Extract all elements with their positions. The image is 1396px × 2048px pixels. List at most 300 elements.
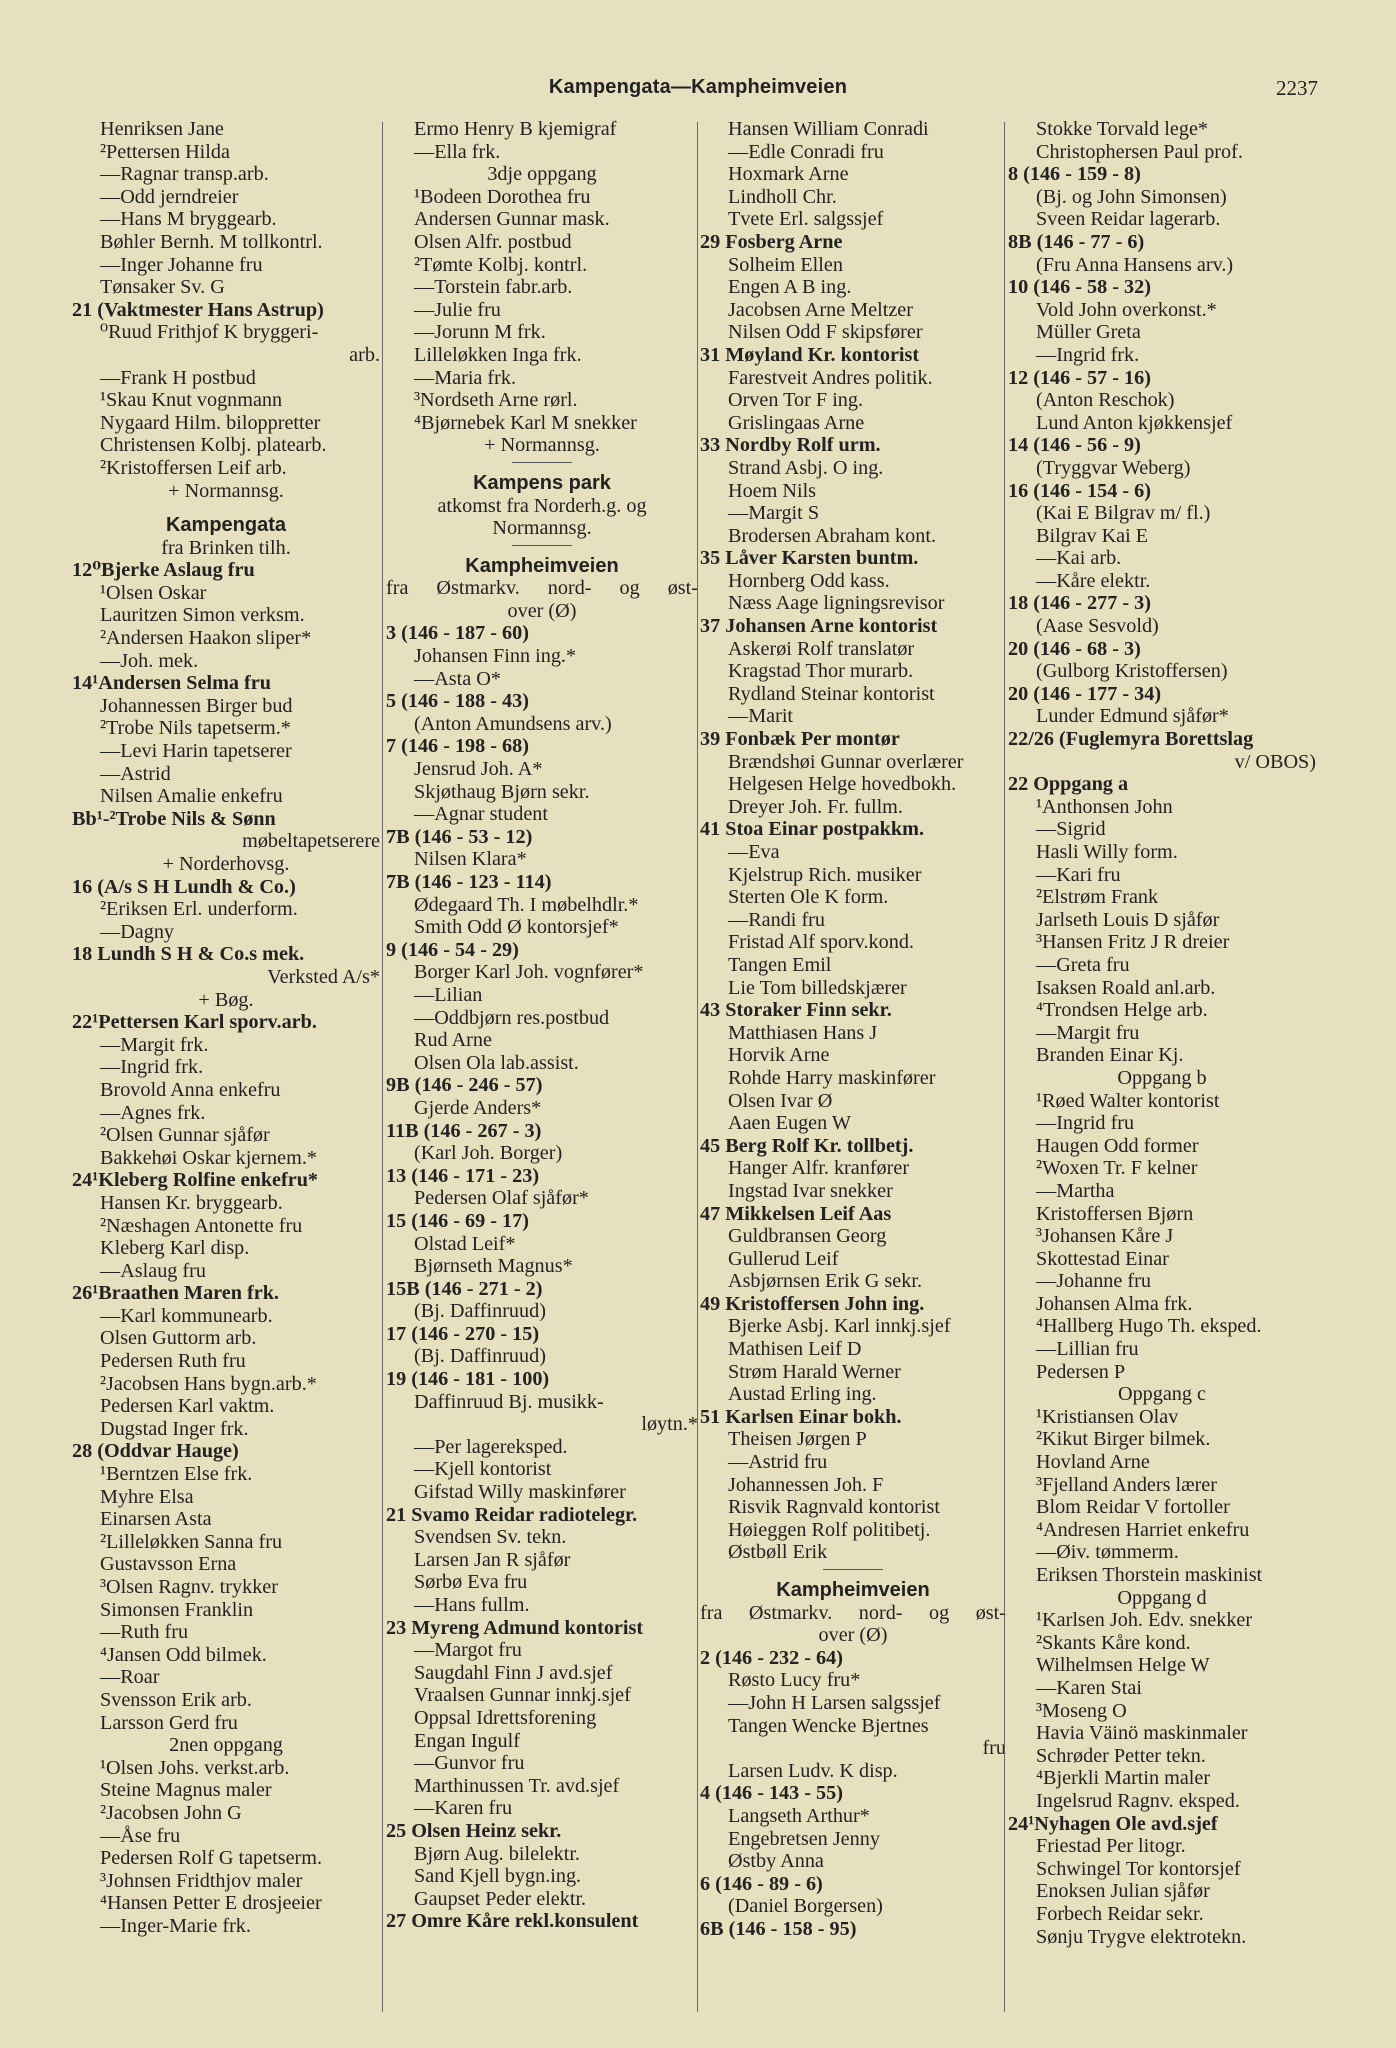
street-heading: Kampengata (165, 514, 287, 537)
directory-entry: ³Nordseth Arne rørl. (414, 389, 578, 412)
subheading: over (Ø) (507, 599, 577, 622)
directory-entry: Horvik Arne (728, 1044, 830, 1067)
directory-entry: Schwingel Tor kontorsjef (1036, 1857, 1241, 1880)
directory-entry: Tvete Erl. salgssjef (728, 208, 884, 231)
directory-entry: Svensson Erik arb. (100, 1688, 252, 1711)
household-member-entry: —Ragnar transp.arb. (100, 163, 269, 186)
house-number-entry: 33 Nordby Rolf urm. (700, 434, 881, 457)
column-divider (382, 122, 383, 2012)
directory-entry: Olsen Ivar Ø (728, 1089, 833, 1112)
house-number-entry: 9B (146 - 246 - 57) (386, 1074, 543, 1097)
subheading: Normannsg. (492, 517, 592, 540)
directory-entry: Daffinruud Bj. musikk- (414, 1390, 604, 1413)
household-member-entry: —Karen fru (414, 1797, 513, 1820)
household-member-entry: —Martha (1036, 1179, 1115, 1202)
directory-entry: Pedersen Ruth fru (100, 1350, 246, 1373)
house-number-entry: 24¹Kleberg Rolfine enkefru* (72, 1169, 319, 1192)
directory-entry: Olsen Guttorm arb. (100, 1327, 257, 1350)
household-member-entry: —Ingrid frk. (1036, 343, 1140, 366)
directory-entry: ²Jacobsen Hans bygn.arb.* (100, 1372, 317, 1395)
house-number-entry: 5 (146 - 188 - 43) (386, 690, 529, 713)
directory-entry: Kleberg Karl disp. (100, 1237, 250, 1260)
house-number-entry: 41 Stoa Einar postpakkm. (700, 818, 924, 841)
house-number-entry: Bb¹-²Trobe Nils & Sønn (72, 807, 276, 830)
directory-entry: Langseth Arthur* (728, 1804, 870, 1827)
directory-entry: Henriksen Jane (100, 118, 224, 140)
household-member-entry: —Margot fru (414, 1639, 522, 1662)
subheading: 3dje oppgang (487, 163, 597, 186)
directory-entry: (Kai E Bilgrav m/ fl.) (1036, 502, 1211, 525)
directory-entry: Gullerud Leif (728, 1247, 839, 1270)
directory-entry: Sand Kjell bygn.ing. (414, 1865, 582, 1888)
house-number-entry: 23 Myreng Admund kontorist (386, 1616, 644, 1639)
household-member-entry: —Joh. mek. (100, 649, 199, 672)
household-member-entry: —Marit (728, 705, 794, 728)
directory-entry: Branden Einar Kj. (1036, 1044, 1184, 1067)
directory-entry: Mathisen Leif D (728, 1338, 862, 1361)
house-number-entry: 21 (Vaktmester Hans Astrup) (72, 298, 324, 321)
directory-entry: Larsson Gerd fru (100, 1711, 238, 1734)
house-number-entry: 17 (146 - 270 - 15) (386, 1322, 540, 1345)
column-4 (1008, 118, 1316, 2018)
column-divider (1004, 122, 1005, 2012)
directory-entry: Lindholl Chr. (728, 185, 837, 208)
house-number-entry: 39 Fonbæk Per montør (700, 728, 900, 751)
directory-entry: Engan Ingulf (414, 1729, 520, 1752)
directory-entry: ¹Berntzen Else frk. (100, 1463, 253, 1486)
subheading: fra Brinken tilh. (161, 536, 291, 559)
household-member-entry: —Per lagereksped. (414, 1435, 568, 1458)
house-number-entry: 18 (146 - 277 - 3) (1008, 592, 1151, 615)
directory-entry: Johansen Alma frk. (1036, 1292, 1193, 1315)
directory-entry: Skjøthaug Bjørn sekr. (414, 780, 590, 803)
directory-entry: Farestveit Andres politik. (728, 366, 933, 389)
house-number-entry: 35 Låver Karsten buntm. (700, 547, 919, 570)
section-divider (512, 462, 572, 463)
directory-entry: ³Johansen Kåre J (1036, 1225, 1174, 1248)
directory-entry: Lund Anton kjøkkensjef (1036, 411, 1233, 434)
directory-entry: Haugen Odd former (1036, 1134, 1199, 1157)
household-member-entry: —Ingrid frk. (100, 1056, 204, 1079)
directory-entry: ¹Olsen Johs. verkst.arb. (100, 1756, 290, 1779)
house-number-entry: 19 (146 - 181 - 100) (386, 1368, 550, 1391)
house-number-entry: 31 Møyland Kr. kontorist (700, 343, 920, 366)
house-number-entry: 15B (146 - 271 - 2) (386, 1277, 543, 1300)
house-number-entry: 7 (146 - 198 - 68) (386, 735, 529, 758)
directory-entry: ³Hansen Fritz J R dreier (1036, 931, 1230, 954)
house-number-entry: 20 (146 - 177 - 34) (1008, 682, 1162, 705)
column-divider (697, 122, 698, 2012)
directory-entry: Christophersen Paul prof. (1036, 140, 1243, 163)
directory-entry: Hoem Nils (728, 479, 817, 502)
directory-entry: Smith Odd Ø kontorsjef* (414, 916, 619, 939)
directory-entry: Nilsen Odd F skipsfører (728, 321, 923, 344)
house-number-entry: 6 (146 - 89 - 6) (700, 1872, 823, 1895)
directory-entry: Theisen Jørgen P (728, 1428, 867, 1451)
household-member-entry: —Agnar student (414, 803, 548, 826)
directory-entry: Hoxmark Arne (728, 163, 849, 186)
household-member-entry: —Aslaug fru (100, 1259, 206, 1282)
directory-entry: Østbøll Erik (728, 1541, 828, 1564)
directory-entry: Helgesen Helge hovedbokh. (728, 773, 957, 796)
directory-entry: Hansen William Conradi (728, 118, 929, 140)
directory-entry: Kjelstrup Rich. musiker (728, 863, 922, 886)
directory-entry: Gjerde Anders* (414, 1096, 542, 1119)
directory-entry: Sveen Reidar lagerarb. (1036, 208, 1221, 231)
directory-entry: ²Woxen Tr. F kelner (1036, 1157, 1198, 1180)
directory-entry: Rohde Harry maskinfører (728, 1066, 936, 1089)
directory-entry: Ødegaard Th. I møbelhdlr.* (414, 893, 639, 916)
entry-continuation: møbeltapetserere (242, 830, 380, 853)
directory-entry: Skottestad Einar (1036, 1247, 1169, 1270)
household-member-entry: —Sigrid (1036, 818, 1106, 841)
household-member-entry: —Margit frk. (100, 1033, 209, 1056)
directory-entry: Nilsen Amalie enkefru (100, 785, 283, 808)
directory-entry: Aaen Eugen W (728, 1112, 851, 1135)
directory-entry: Grislingaas Arne (728, 411, 865, 434)
directory-entry: Christensen Kolbj. platearb. (100, 434, 327, 457)
directory-entry: Rydland Steinar kontorist (728, 682, 935, 705)
directory-entry: ²Kikut Birger bilmek. (1036, 1428, 1211, 1451)
house-number-entry: 13 (146 - 171 - 23) (386, 1164, 540, 1187)
directory-entry: Høieggen Rolf politibetj. (728, 1518, 931, 1541)
house-number-entry: 24¹Nyhagen Ole avd.sjef (1008, 1812, 1218, 1835)
household-member-entry: —Åse fru (100, 1824, 181, 1847)
household-member-entry: —Gunvor fru (414, 1752, 525, 1775)
directory-entry: Andersen Gunnar mask. (414, 208, 610, 231)
directory-entry: Jarlseth Louis D sjåfør (1036, 908, 1220, 931)
house-number-entry: 8 (146 - 159 - 8) (1008, 163, 1141, 186)
directory-entry: Forbech Reidar sekr. (1036, 1902, 1204, 1925)
directory-entry: Bakkehøi Oskar kjernem.* (100, 1146, 317, 1169)
household-member-entry: —Karen Stai (1036, 1676, 1142, 1699)
directory-entry: Lunder Edmund sjåfør* (1036, 705, 1229, 728)
directory-entry: Matthiasen Hans J (728, 1021, 878, 1044)
spacer (72, 502, 380, 514)
household-member-entry: —Torstein fabr.arb. (414, 276, 573, 299)
directory-entry: Steine Magnus maler (100, 1779, 272, 1802)
cross-street-marker: + Normannsg. (484, 434, 600, 457)
directory-entry: Myhre Elsa (100, 1485, 194, 1508)
directory-entry: ¹Karlsen Joh. Edv. snekker (1036, 1609, 1253, 1632)
household-member-entry: —Astrid (100, 762, 171, 785)
house-number-entry: 22 Oppgang a (1008, 773, 1129, 796)
directory-entry: ¹Kristiansen Olav (1036, 1405, 1179, 1428)
directory-entry: ¹Røed Walter kontorist (1036, 1089, 1220, 1112)
house-number-entry: 12 (146 - 57 - 16) (1008, 366, 1151, 389)
household-member-entry: —Agnes frk. (100, 1101, 206, 1124)
house-number-entry: 21 Svamo Reidar radiotelegr. (386, 1503, 638, 1526)
house-number-entry: 9 (146 - 54 - 29) (386, 938, 519, 961)
directory-entry: Tangen Emil (728, 953, 832, 976)
section-divider (823, 1569, 883, 1570)
directory-entry: (Gulborg Kristoffersen) (1036, 660, 1228, 683)
directory-entry: Olstad Leif* (414, 1232, 516, 1255)
directory-entry: Olsen Ola lab.assist. (414, 1051, 579, 1074)
house-number-entry: 16 (146 - 154 - 6) (1008, 479, 1151, 502)
directory-entry: Sønju Trygve elektrotekn. (1036, 1925, 1247, 1948)
street-heading: Kampens park (473, 471, 611, 494)
household-member-entry: —Randi fru (728, 908, 825, 931)
directory-entry: ²Næshagen Antonette fru (100, 1214, 303, 1237)
directory-entry: Müller Greta (1036, 321, 1141, 344)
directory-entry: Vold John overkonst.* (1036, 298, 1217, 321)
directory-entry: ⁴Jansen Odd bilmek. (100, 1643, 267, 1666)
page-number: 2237 (1276, 76, 1318, 100)
directory-entry: ²Jacobsen John G (100, 1801, 242, 1824)
house-number-entry: 3 (146 - 187 - 60) (386, 622, 529, 645)
house-number-entry: 16 (A/s S H Lundh & Co.) (72, 875, 296, 898)
household-member-entry: —Roar (100, 1666, 160, 1689)
directory-entry: (Fru Anna Hansens arv.) (1036, 253, 1234, 276)
directory-entry: Hansen Kr. bryggearb. (100, 1191, 283, 1214)
house-number-entry: 8B (146 - 77 - 6) (1008, 230, 1145, 253)
street-heading: Kampheimveien (465, 554, 619, 577)
directory-entry: Lie Tom billedskjærer (728, 976, 907, 999)
household-member-entry: —Margit S (728, 502, 820, 525)
house-number-entry: 14 (146 - 56 - 9) (1008, 434, 1141, 457)
household-member-entry: —Karl kommunearb. (100, 1304, 273, 1327)
house-number-entry: 49 Kristoffersen John ing. (700, 1292, 925, 1315)
directory-entry: Eriksen Thorstein maskinist (1036, 1564, 1263, 1586)
cross-street-marker: + Bøg. (198, 988, 254, 1011)
household-member-entry: —Ella frk. (414, 140, 501, 163)
subheading: Oppgang d (1117, 1586, 1207, 1609)
directory-entry: Isaksen Roald anl.arb. (1036, 976, 1216, 999)
house-number-entry: 51 Karlsen Einar bokh. (700, 1405, 902, 1428)
directory-entry: Gustavsson Erna (100, 1553, 237, 1576)
directory-entry: Vraalsen Gunnar innkj.sjef (414, 1684, 631, 1707)
directory-entry: Friestad Per litogr. (1036, 1835, 1186, 1858)
directory-entry: Tønsaker Sv. G (100, 276, 225, 299)
household-member-entry: —Lillian fru (1036, 1338, 1139, 1361)
directory-entry: Sterten Ole K form. (728, 886, 889, 909)
household-member-entry: —Eva (728, 841, 780, 863)
street-description: fra Østmarkv. nord- og øst- (386, 577, 698, 600)
house-number-entry: 11B (146 - 267 - 3) (386, 1119, 542, 1142)
column-2 (386, 118, 698, 2018)
house-number-entry: 26¹Braathen Maren frk. (72, 1282, 279, 1305)
household-member-entry: —John H Larsen salgssjef (728, 1691, 941, 1714)
household-member-entry: —Odd jerndreier (100, 185, 239, 208)
directory-entry: Wilhelmsen Helge W (1036, 1654, 1210, 1677)
household-member-entry: —Levi Harin tapetserer (100, 740, 292, 763)
directory-entry: Engebretsen Jenny (728, 1827, 880, 1850)
directory-entry: Johansen Finn ing.* (414, 645, 577, 668)
column-1 (72, 118, 380, 2018)
directory-entry: ³Johnsen Fridthjov maler (100, 1869, 303, 1892)
directory-entry: ⁴Andresen Harriet enkefru (1036, 1518, 1250, 1541)
house-number-entry: 29 Fosberg Arne (700, 230, 843, 253)
household-member-entry: —Julie fru (414, 298, 501, 321)
directory-entry: Østby Anna (728, 1850, 824, 1873)
directory-entry: Blom Reidar V fortoller (1036, 1496, 1230, 1519)
directory-entry: ²Skants Kåre kond. (1036, 1631, 1191, 1654)
household-member-entry: —Edle Conradi fru (728, 140, 884, 163)
house-number-entry: 20 (146 - 68 - 3) (1008, 637, 1141, 660)
directory-entry: Borger Karl Joh. vognfører* (414, 961, 644, 984)
subheading: Oppgang c (1117, 1383, 1206, 1406)
directory-entry: ⁴Trondsen Helge arb. (1036, 999, 1208, 1022)
directory-entry: Einarsen Asta (100, 1508, 212, 1531)
directory-entry: Pedersen Olaf sjåfør* (414, 1187, 589, 1210)
directory-entry: Austad Erling ing. (728, 1383, 877, 1406)
directory-entry: ²Trobe Nils tapetserm.* (100, 717, 291, 740)
directory-entry: ¹Olsen Oskar (100, 581, 207, 604)
directory-entry: Bøhler Bernh. M tollkontrl. (100, 230, 323, 253)
directory-entry: Brodersen Abraham kont. (728, 524, 936, 547)
directory-entry: (Karl Joh. Borger) (414, 1142, 563, 1165)
directory-entry: Nygaard Hilm. biloppretter (100, 411, 321, 434)
directory-entry: Larsen Ludv. K disp. (728, 1759, 898, 1782)
directory-entry: (Bj. Daffinruud) (414, 1300, 546, 1323)
directory-entry: Tangen Wencke Bjertnes (728, 1714, 929, 1737)
directory-entry: Gaupset Peder elektr. (414, 1887, 587, 1910)
house-number-entry: 7B (146 - 123 - 114) (386, 871, 552, 893)
household-member-entry: —Frank H postbud (100, 366, 256, 389)
entry-continuation: arb. (349, 343, 380, 366)
directory-entry: Risvik Ragnvald kontorist (728, 1496, 940, 1519)
house-number-entry: 6B (146 - 158 - 95) (700, 1917, 857, 1940)
directory-entry: Jensrud Joh. A* (414, 758, 543, 781)
cross-street-marker: + Normannsg. (168, 479, 284, 502)
household-member-entry: —Dagny (100, 920, 175, 943)
directory-entry: Rud Arne (414, 1029, 492, 1052)
directory-entry: ⁴Bjerkli Martin maler (1036, 1767, 1211, 1790)
directory-entry: ⁰Ruud Frithjof K bryggeri- (100, 321, 319, 344)
directory-entry: Ermo Henry B kjemigraf (414, 118, 617, 140)
household-member-entry: —Kjell kontorist (414, 1458, 552, 1481)
directory-entry: Nilsen Klara* (414, 848, 527, 871)
household-member-entry: —Jorunn M frk. (414, 321, 546, 344)
directory-entry: Brændshøi Gunnar overlærer (728, 750, 964, 773)
directory-entry: ²Lilleløkken Sanna fru (100, 1530, 283, 1553)
house-number-entry: 4 (146 - 143 - 55) (700, 1782, 843, 1805)
household-member-entry: —Johanne fru (1036, 1270, 1151, 1293)
subheading: Oppgang b (1117, 1066, 1207, 1089)
directory-entry: Pedersen P (1036, 1360, 1126, 1383)
directory-entry: ²Kristoffersen Leif arb. (100, 456, 287, 479)
directory-entry: ²Elstrøm Frank (1036, 886, 1159, 909)
directory-entry: (Aase Sesvold) (1036, 615, 1159, 638)
directory-entry: Bjørn Aug. bilelektr. (414, 1842, 580, 1865)
directory-entry: Orven Tor F ing. (728, 389, 864, 412)
directory-entry: Dreyer Joh. Fr. fullm. (728, 795, 903, 818)
directory-entry: Lauritzen Simon verksm. (100, 604, 305, 627)
directory-entry: Hornberg Odd kass. (728, 569, 890, 592)
directory-entry: Røsto Lucy fru* (728, 1669, 861, 1692)
cross-street-marker: + Norderhovsg. (162, 853, 290, 875)
household-member-entry: —Margit fru (1036, 1021, 1140, 1044)
directory-entry: Svendsen Sv. tekn. (414, 1526, 567, 1549)
house-number-entry: 25 Olsen Heinz sekr. (386, 1819, 562, 1842)
directory-entry: Johannessen Birger bud (100, 694, 293, 717)
page-title: Kampengata—Kampheimveien (548, 76, 848, 98)
street-description: fra Østmarkv. nord- og øst- (700, 1601, 1006, 1624)
entry-continuation: v/ OBOS) (1234, 750, 1316, 773)
house-number-entry: 2 (146 - 232 - 64) (700, 1646, 843, 1669)
house-number-entry: 15 (146 - 69 - 17) (386, 1209, 529, 1232)
household-member-entry: —Inger Johanne fru (100, 253, 263, 276)
directory-entry: Bjerke Asbj. Karl innkj.sjef (728, 1315, 951, 1338)
directory-entry: Johannessen Joh. F (728, 1473, 884, 1496)
directory-entry: Simonsen Franklin (100, 1598, 254, 1621)
house-number-entry: 22/26 (Fuglemyra Borettslag (1008, 728, 1254, 751)
directory-entry: (Bj. Daffinruud) (414, 1345, 546, 1368)
directory-entry: Engen A B ing. (728, 276, 852, 299)
household-member-entry: —Kai arb. (1036, 547, 1122, 570)
directory-entry: Dugstad Inger frk. (100, 1417, 249, 1440)
directory-entry: Kragstad Thor murarb. (728, 660, 914, 683)
directory-entry: Enoksen Julian sjåfør (1036, 1880, 1210, 1903)
house-number-entry: 14¹Andersen Selma fru (72, 672, 271, 695)
house-number-entry: 37 Johansen Arne kontorist (700, 615, 938, 638)
directory-entry: ⁴Bjørnebek Karl M snekker (414, 411, 637, 434)
directory-entry: (Anton Reschok) (1036, 389, 1175, 412)
directory-entry: Marthinussen Tr. avd.sjef (414, 1774, 620, 1797)
directory-entry: Havia Väinö maskinmaler (1036, 1722, 1248, 1745)
section-divider (512, 545, 572, 546)
column-3 (700, 118, 1006, 2018)
house-number-entry: 45 Berg Rolf Kr. tollbetj. (700, 1134, 914, 1157)
subheading: over (Ø) (818, 1624, 888, 1647)
directory-entry: Askerøi Rolf translatør (728, 637, 915, 660)
street-heading: Kampheimveien (776, 1579, 930, 1601)
household-member-entry: —Inger-Marie frk. (100, 1914, 251, 1937)
directory-entry: Jacobsen Arne Meltzer (728, 298, 913, 321)
directory-entry: Brovold Anna enkefru (100, 1078, 281, 1101)
directory-entry: ²Tømte Kolbj. kontrl. (414, 253, 588, 276)
directory-entry: Asbjørnsen Erik G sekr. (728, 1270, 922, 1293)
directory-entry: (Bj. og John Simonsen) (1036, 185, 1227, 208)
directory-entry: Solheim Ellen (728, 253, 843, 276)
household-member-entry: —Lilian (414, 983, 483, 1006)
directory-entry: Sørbø Eva fru (414, 1571, 528, 1594)
directory-entry: Guldbransen Georg (728, 1225, 887, 1248)
directory-entry: ²Andersen Haakon sliper* (100, 627, 312, 650)
house-number-entry: 18 Lundh S H & Co.s mek. (72, 943, 305, 966)
directory-entry: ¹Anthonsen John (1036, 795, 1173, 818)
directory-entry: Larsen Jan R sjåfør (414, 1548, 571, 1571)
house-number-entry: 27 Omre Kåre rekl.konsulent (386, 1910, 639, 1933)
directory-entry: Saugdahl Finn J avd.sjef (414, 1661, 613, 1684)
household-member-entry: —Hans fullm. (414, 1594, 530, 1616)
house-number-entry: 7B (146 - 53 - 12) (386, 825, 533, 848)
house-number-entry: 12⁰Bjerke Aslaug fru (72, 559, 255, 582)
directory-entry: (Daniel Borgersen) (728, 1895, 883, 1918)
directory-entry: Strand Asbj. O ing. (728, 456, 884, 479)
directory-entry: (Tryggvar Weberg) (1036, 456, 1191, 479)
directory-entry: ¹Bodeen Dorothea fru (414, 185, 591, 208)
entry-continuation: Verksted A/s* (267, 965, 380, 988)
directory-entry: Ingelsrud Ragnv. eksped. (1036, 1789, 1240, 1812)
directory-entry: Stokke Torvald lege* (1036, 118, 1209, 140)
directory-entry: ²Pettersen Hilda (100, 140, 230, 163)
directory-entry: Schrøder Petter tekn. (1036, 1744, 1206, 1767)
directory-entry: Næss Aage ligningsrevisor (728, 592, 945, 615)
directory-entry: Bjørnseth Magnus* (414, 1255, 573, 1278)
directory-entry: Hovland Arne (1036, 1451, 1150, 1474)
entry-continuation: løytn.* (641, 1413, 698, 1436)
household-member-entry: —Kåre elektr. (1036, 569, 1151, 592)
household-member-entry: —Ingrid fru (1036, 1112, 1135, 1135)
house-number-entry: 47 Mikkelsen Leif Aas (700, 1202, 892, 1225)
directory-entry: Hanger Alfr. kranfører (728, 1157, 910, 1180)
directory-entry: ¹Skau Knut vognmann (100, 389, 283, 412)
directory-entry: Kristoffersen Bjørn (1036, 1202, 1194, 1225)
subheading: atkomst fra Norderh.g. og (437, 494, 647, 517)
household-member-entry: —Øiv. tømmerm. (1036, 1541, 1179, 1564)
